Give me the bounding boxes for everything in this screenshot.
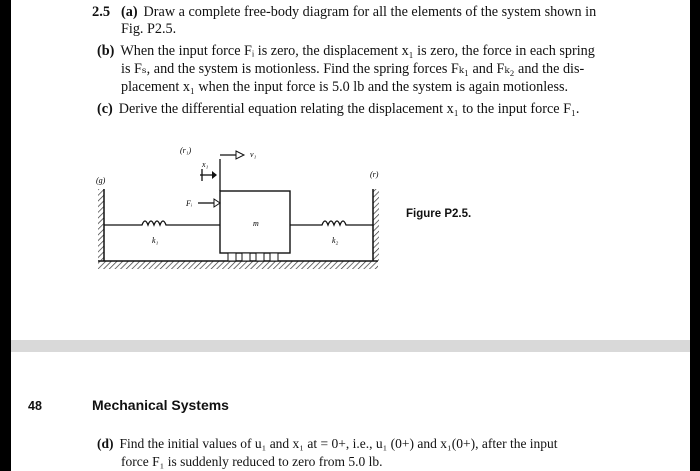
part-a-text-1: Draw a complete free-body diagram for all the elements of the system shown in <box>143 4 597 20</box>
figure-caption: Figure P2.5. <box>406 208 472 220</box>
label-k1: k₁ <box>152 236 159 245</box>
label-r1: (r₁) <box>180 146 192 155</box>
spring-k1 <box>104 221 220 225</box>
label-r-right: (r) <box>370 170 379 179</box>
label-mass: m <box>253 219 259 228</box>
left-edge-border <box>0 0 11 471</box>
label-k2: k₂ <box>332 236 339 245</box>
mass-spring-diagram <box>90 135 410 285</box>
left-wall-hatch <box>98 189 104 261</box>
label-ground-left: (g) <box>96 176 106 185</box>
label-v1: v₁ <box>250 150 257 159</box>
ground-hatch <box>98 261 378 269</box>
force-arrowhead <box>214 199 220 207</box>
part-b-line2: is Fₛ, and the system is motionless. Find the spring forces Fₖ₁ and Fₖ₂ and the dis- <box>121 61 585 77</box>
mass-wheels <box>228 253 278 261</box>
v1-arrowhead <box>236 151 244 159</box>
label-x1: x₁ <box>202 160 209 169</box>
part-c-text-1: Derive the differential equation relating the displacement x₁ to the input force F₁. <box>118 101 580 117</box>
page-separator <box>0 340 700 352</box>
part-c-line1 <box>97 101 579 118</box>
right-wall-hatch <box>373 189 379 261</box>
part-a-label: (a) <box>121 4 138 20</box>
part-b-line1 <box>97 43 595 60</box>
part-a-line1 <box>121 4 596 21</box>
part-b-line3: placement x₁ when the input force is 5.0 lb and the system is again motionless. <box>121 79 569 95</box>
label-force: Fᵢ <box>186 199 193 208</box>
part-b-label: (b) <box>97 43 115 59</box>
part-d-line2: force F₁ is suddenly reduced to zero from 5.0 lb. <box>121 454 383 469</box>
part-c-label: (c) <box>97 101 113 117</box>
problem-number: 2.5 <box>92 4 111 20</box>
part-d-line1 <box>97 436 558 452</box>
part-d-text-1: Find the initial values of u₁ and x₁ at = 0+, i.e., u₁ (0+) and x₁(0+), after the input <box>119 436 558 451</box>
part-d-label: (d) <box>97 436 114 451</box>
chapter-title: Mechanical Systems <box>92 397 229 413</box>
right-edge-border <box>690 0 700 471</box>
part-a-line2: Fig. P2.5. <box>121 21 177 37</box>
spring-k2 <box>290 221 373 225</box>
figure-p2-5 <box>90 135 410 285</box>
part-b-text-1: When the input force Fᵢ is zero, the displacement x₁ is zero, the force in each spring <box>120 43 595 59</box>
page-number: 48 <box>28 399 42 413</box>
x1-arrowhead <box>212 171 217 179</box>
